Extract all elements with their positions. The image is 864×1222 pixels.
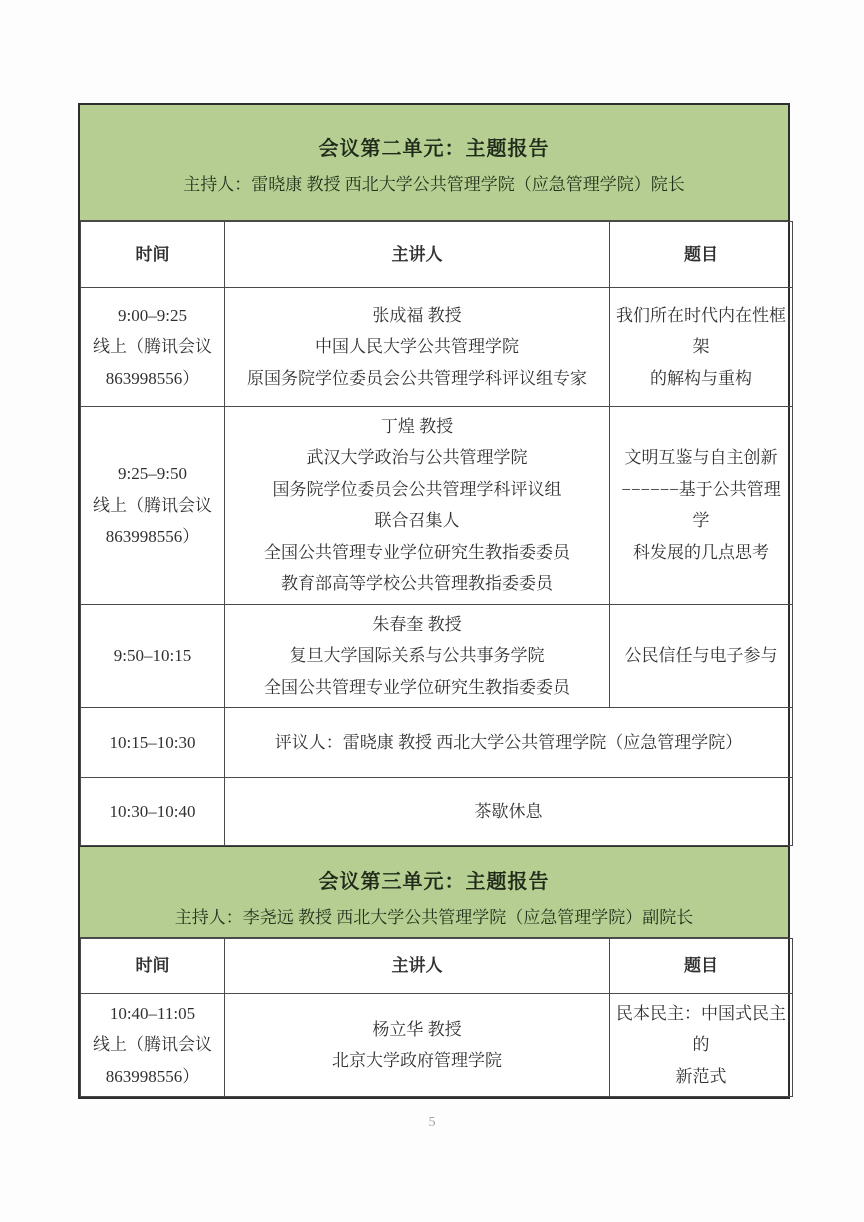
time-text: 863998556）	[105, 368, 200, 388]
speaker-cell	[225, 288, 610, 407]
time-text: 线上（腾讯会议	[93, 1035, 212, 1055]
speaker-text: 北京大学政府管理学院	[332, 1051, 502, 1071]
speaker-text: 教育部高等学校公共管理教指委委员	[281, 574, 553, 594]
section-title: 会议第二单元：主题报告	[318, 138, 550, 160]
speaker-text: 全国公共管理专业学位研究生教指委委员	[264, 677, 570, 697]
table-row	[81, 288, 793, 407]
topic-cell	[610, 407, 793, 605]
column-header-time: 时间	[81, 222, 225, 288]
time-text: 863998556）	[105, 527, 200, 547]
time-text: 线上（腾讯会议	[93, 495, 212, 515]
host-line: 主持人：雷晓康 教授 西北大学公共管理学院（应急管理学院）院长	[183, 175, 685, 194]
topic-cell	[610, 993, 793, 1096]
speaker-text: 丁煌 教授	[380, 417, 454, 436]
page-number: 5	[428, 1115, 436, 1130]
topic-text: 科发展的几点思考	[633, 542, 769, 562]
table-row	[81, 777, 793, 845]
column-header-topic: 题目	[610, 222, 793, 288]
speaker-text: 联合召集人	[374, 511, 460, 531]
section-title: 会议第三单元：主题报告	[318, 870, 550, 893]
topic-text: −−−−−−基于公共管理学	[621, 479, 781, 531]
time-text: 10:30–10:40	[109, 801, 196, 821]
topic-cell	[610, 288, 793, 407]
topic-text: 的解构与重构	[650, 368, 752, 388]
time-cell	[81, 604, 225, 707]
section-header-unit3	[80, 846, 788, 938]
speaker-text: 中国人民大学公共管理学院	[315, 337, 519, 357]
host-line: 主持人：李尧远 教授 西北大学公共管理学院（应急管理学院）副院长	[174, 907, 694, 927]
speaker-text: 张成福 教授	[372, 305, 462, 325]
topic-text: 民本民主：中国式民主的	[616, 1003, 786, 1055]
table-row	[81, 604, 793, 707]
topic-text: 新范式	[675, 1066, 727, 1086]
topic-text: 文明互鉴与自主创新	[624, 448, 778, 468]
time-text: 9:50–10:15	[113, 646, 192, 666]
agenda-table-unit3	[80, 938, 793, 1097]
time-text: 9:00–9:25	[118, 305, 187, 325]
table-row	[81, 707, 793, 777]
column-header-topic: 题目	[610, 938, 793, 993]
speaker-text: 国务院学位委员会公共管理学科评议组	[272, 479, 562, 499]
time-cell	[81, 707, 225, 777]
column-header-row	[81, 222, 793, 288]
column-header-time: 时间	[81, 938, 225, 993]
column-header-row	[81, 938, 793, 993]
column-header-speaker: 主讲人	[225, 938, 610, 993]
time-text: 863998556）	[105, 1066, 200, 1086]
speaker-text: 复旦大学国际关系与公共事务学院	[289, 646, 545, 666]
time-cell	[81, 777, 225, 845]
merged-text: 茶歇休息	[474, 801, 543, 821]
time-cell	[81, 288, 225, 407]
agenda-table-unit2	[80, 221, 793, 846]
time-cell	[81, 407, 225, 605]
speaker-text: 全国公共管理专业学位研究生教指委委员	[264, 542, 570, 562]
section-header-unit2	[80, 105, 788, 221]
topic-cell	[610, 604, 793, 707]
time-text: 10:15–10:30	[109, 732, 196, 752]
time-text: 9:25–9:50	[118, 464, 187, 484]
speaker-text: 朱春奎 教授	[372, 614, 462, 634]
merged-cell-discussant	[225, 707, 793, 777]
agenda-block	[78, 103, 790, 1099]
speaker-text: 武汉大学政治与公共管理学院	[306, 448, 528, 468]
merged-text: 评议人：雷晓康 教授 西北大学公共管理学院（应急管理学院）	[274, 732, 743, 752]
speaker-cell	[225, 407, 610, 605]
speaker-text: 原国务院学位委员会公共管理学科评议组专家	[247, 368, 587, 388]
column-header-speaker: 主讲人	[225, 222, 610, 288]
time-text: 线上（腾讯会议	[93, 337, 212, 357]
speaker-text: 杨立华 教授	[372, 1019, 462, 1039]
table-row	[81, 407, 793, 605]
topic-text: 我们所在时代内在性框架	[616, 305, 786, 357]
merged-cell-break	[225, 777, 793, 845]
time-cell	[81, 993, 225, 1096]
topic-text: 公民信任与电子参与	[624, 646, 778, 666]
table-row	[81, 993, 793, 1096]
speaker-cell	[225, 993, 610, 1096]
speaker-cell	[225, 604, 610, 707]
time-text: 10:40–11:05	[109, 1003, 196, 1023]
